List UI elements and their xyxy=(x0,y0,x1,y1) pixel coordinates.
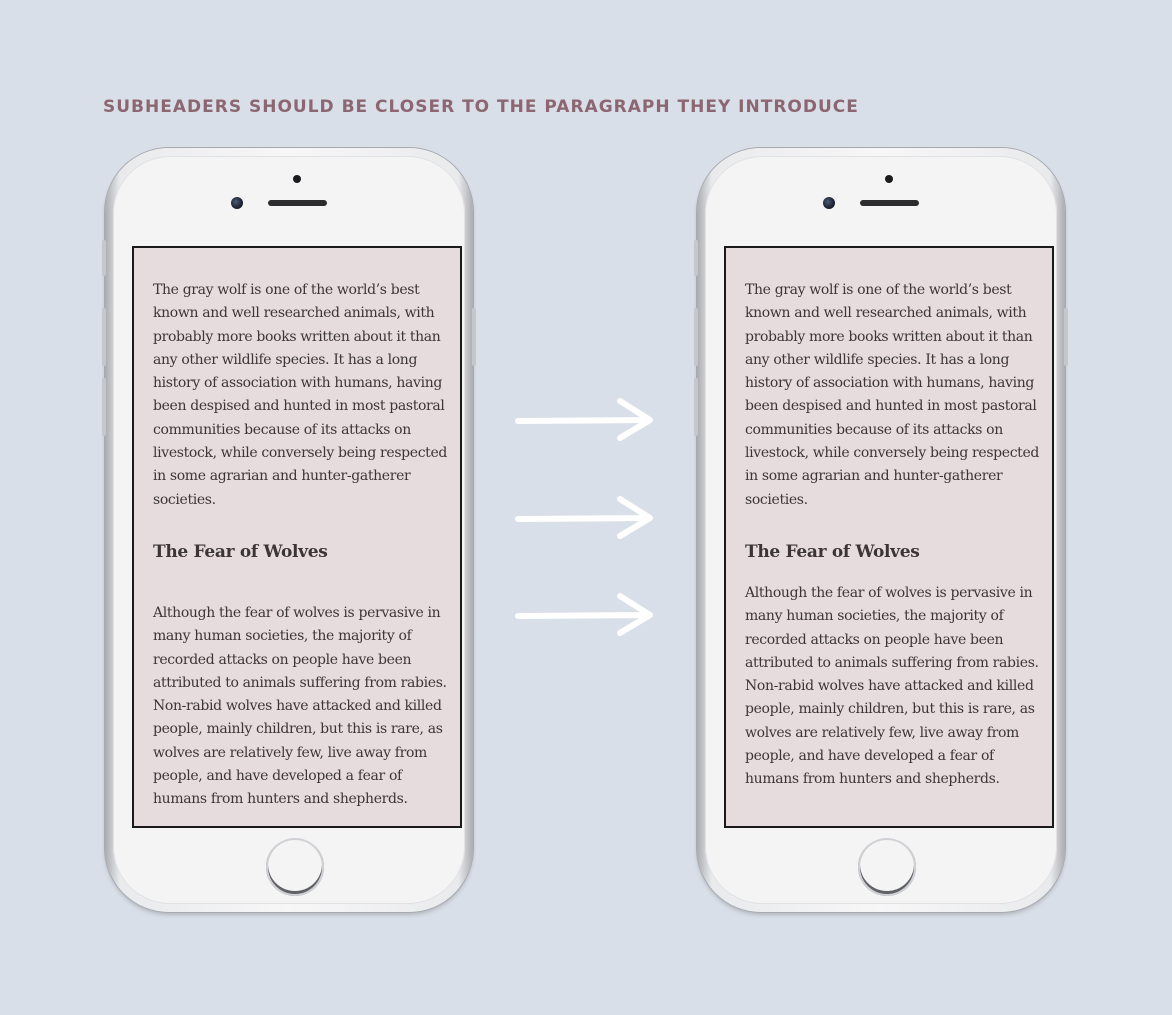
article-content xyxy=(745,279,1041,792)
paragraph-intro: The gray wolf is one of the world’s best known and well researched animals, with probably more books written about it than any other wildlife species. It has a long history of association with humans, having been despised and hunted in most pastoral communities because of its attacks on livestock, while conversely being respected in some agrarian and hunter-gatherer societies. xyxy=(745,282,1040,508)
phone-screen xyxy=(724,246,1054,828)
phone-face xyxy=(705,156,1057,904)
phone-screen xyxy=(132,246,462,828)
article-content xyxy=(153,279,449,812)
volume-up-button xyxy=(102,308,106,366)
volume-down-button xyxy=(102,378,106,436)
home-button[interactable] xyxy=(858,838,916,896)
phone-after xyxy=(697,148,1065,912)
arrow-right-icon xyxy=(514,591,656,639)
paragraph-body: Although the fear of wolves is pervasive in many human societies, the majority of recorded attacks on people have been attributed to animals suffering from rabies. Non-rabid wolves have attacked and killed people, mainly children, but this is rare, as wolves are relatively few, live away from people, and have developed a fear of humans from hunters and shepherds. xyxy=(153,604,447,808)
headline: SUBHEADERS SHOULD BE CLOSER TO THE PARAGRAPH THEY INTRODUCE xyxy=(103,97,859,117)
camera-icon xyxy=(231,197,243,209)
volume-down-button xyxy=(694,378,698,436)
arrow-right-icon xyxy=(514,494,656,542)
power-button xyxy=(472,308,476,366)
subheader: The Fear of Wolves xyxy=(745,541,920,562)
phone-face xyxy=(113,156,465,904)
volume-up-button xyxy=(694,308,698,366)
speaker-grille xyxy=(268,200,327,206)
subheader: The Fear of Wolves xyxy=(153,541,328,562)
mute-switch xyxy=(694,240,698,276)
mute-switch xyxy=(102,240,106,276)
home-button[interactable] xyxy=(266,838,324,896)
proximity-sensor xyxy=(885,175,893,183)
phone-before xyxy=(105,148,473,912)
camera-icon xyxy=(823,197,835,209)
speaker-grille xyxy=(860,200,919,206)
proximity-sensor xyxy=(293,175,301,183)
paragraph-intro: The gray wolf is one of the world’s best known and well researched animals, with probably more books written about it than any other wildlife species. It has a long history of association with humans, having been despised and hunted in most pastoral communities because of its attacks on livestock, while conversely being respected in some agrarian and hunter-gatherer societies. xyxy=(153,282,448,508)
arrow-right-icon xyxy=(514,396,656,444)
paragraph-body: Although the fear of wolves is pervasive in many human societies, the majority of recorded attacks on people have been attributed to animals suffering from rabies. Non-rabid wolves have attacked and killed people, mainly children, but this is rare, as wolves are relatively few, live away from people, and have developed a fear of humans from hunters and shepherds. xyxy=(745,584,1039,788)
power-button xyxy=(1064,308,1068,366)
